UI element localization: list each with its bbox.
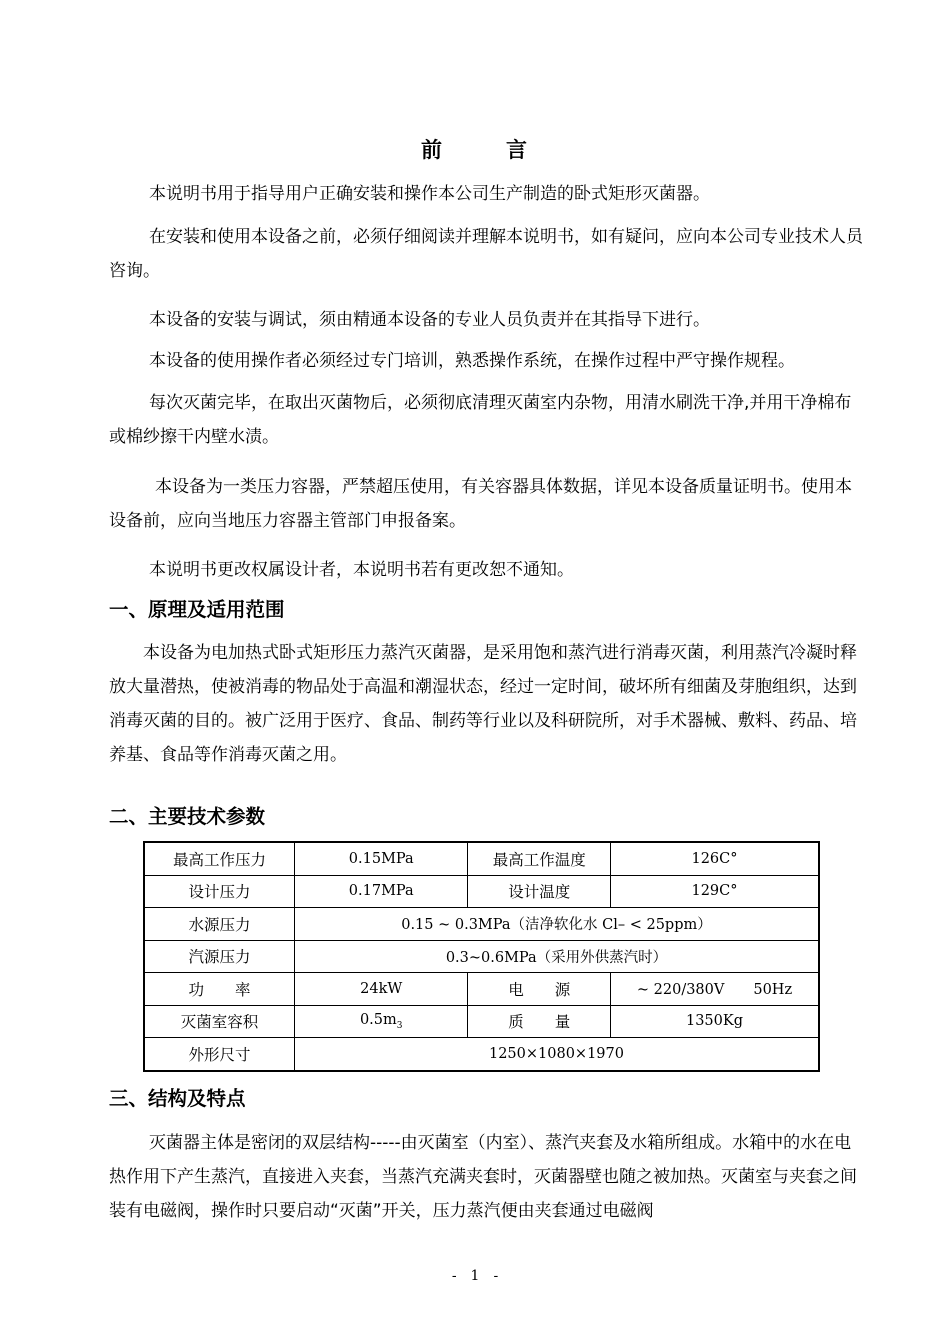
preface-paragraph-7: 本说明书更改权属设计者，本说明书若有更改恕不通知。 <box>149 560 574 580</box>
table-cell: 汽源压力 <box>144 940 295 973</box>
table-cell <box>295 1005 468 1038</box>
table-row <box>144 842 819 875</box>
table-cell: 0.15MPa <box>295 842 468 875</box>
page-title <box>0 134 950 164</box>
table-cell: 0.15 ~ 0.3MPa（洁净软化水 Cl– < 25ppm） <box>295 908 820 941</box>
title-part-1: 前 <box>421 138 444 162</box>
tech-params-table <box>143 841 820 1072</box>
section-2-heading: 二、主要技术参数 <box>109 805 266 828</box>
section-1-body: 本设备为电加热式卧式矩形压力蒸汽灭菌器，是采用饱和蒸汽进行消毒灭菌，利用蒸汽冷凝时释放大量潜热，使被消毒的物品处于高温和潮湿状态，经过一定时间，破坏所有细菌及芽胞组织，达到消毒灭菌的目的。被广泛用于医疗、食品、制药等行业以及科研院所，对手术器械、敷料、药品、培养基、食品等作消毒灭菌之用。 <box>109 643 857 765</box>
section-3-heading: 三、结构及特点 <box>109 1087 246 1110</box>
preface-paragraph-4: 本设备的使用操作者必须经过专门培训，熟悉操作系统，在操作过程中严守操作规程。 <box>149 351 795 371</box>
page-number: - 1 - <box>451 1268 499 1284</box>
title-part-2: 言 <box>506 138 529 162</box>
table-row <box>144 973 819 1006</box>
section-1-heading: 一、原理及适用范围 <box>109 598 285 621</box>
table-row <box>144 1005 819 1038</box>
table-row <box>144 940 819 973</box>
table-cell: 功 率 <box>144 973 295 1006</box>
table-cell: 最高工作温度 <box>468 842 611 875</box>
table-row <box>144 1038 819 1071</box>
volume-unit-exponent: 3 <box>396 1020 403 1031</box>
table-cell: 24kW <box>295 973 468 1006</box>
table-cell: 0.3~0.6MPa（采用外供蒸汽时） <box>295 940 820 973</box>
preface-paragraph-3: 本设备的安装与调试，须由精通本设备的专业人员负责并在其指导下进行。 <box>149 310 710 330</box>
preface-paragraph-6: 本设备为一类压力容器，严禁超压使用，有关容器具体数据，详见本设备质量证明书。使用本设备前，应向当地压力容器主管部门申报备案。 <box>109 477 852 531</box>
table-cell: ~ 220/380V 50Hz <box>611 973 820 1006</box>
table-cell: 外形尺寸 <box>144 1038 295 1071</box>
table-cell: 1250×1080×1970 <box>295 1038 820 1071</box>
preface-paragraph-5: 每次灭菌完毕，在取出灭菌物后，必须彻底清理灭菌室内杂物，用清水刷洗干净,并用干净棉布或棉纱擦干内壁水渍。 <box>109 393 852 447</box>
table-cell: 设计压力 <box>144 875 295 908</box>
table-cell: 129C° <box>611 875 820 908</box>
table-cell: 质 量 <box>468 1005 611 1038</box>
preface-paragraph-2: 在安装和使用本设备之前，必须仔细阅读并理解本说明书，如有疑问，应向本公司专业技术人员咨询。 <box>109 227 863 281</box>
table-cell: 126C° <box>611 842 820 875</box>
table-cell: 灭菌室容积 <box>144 1005 295 1038</box>
table-row <box>144 908 819 941</box>
table-cell: 水源压力 <box>144 908 295 941</box>
table-row <box>144 875 819 908</box>
section-3-body: 灭菌器主体是密闭的双层结构-----由灭菌室（内室）、蒸汽夹套及水箱所组成。水箱中的水在电热作用下产生蒸汽，直接进入夹套，当蒸汽充满夹套时，灭菌器壁也随之被加热。灭菌室与夹套之间装有电磁阀，操作时只要启动“灭菌”开关，压力蒸汽便由夹套通过电磁阀 <box>109 1133 857 1221</box>
table-cell: 设计温度 <box>468 875 611 908</box>
table-cell: 0.17MPa <box>295 875 468 908</box>
preface-paragraph-1: 本说明书用于指导用户正确安装和操作本公司生产制造的卧式矩形灭菌器。 <box>149 184 710 204</box>
table-cell: 最高工作压力 <box>144 842 295 875</box>
table-cell: 电 源 <box>468 973 611 1006</box>
volume-value: 0.5m <box>359 1011 397 1028</box>
table-cell: 1350Kg <box>611 1005 820 1038</box>
